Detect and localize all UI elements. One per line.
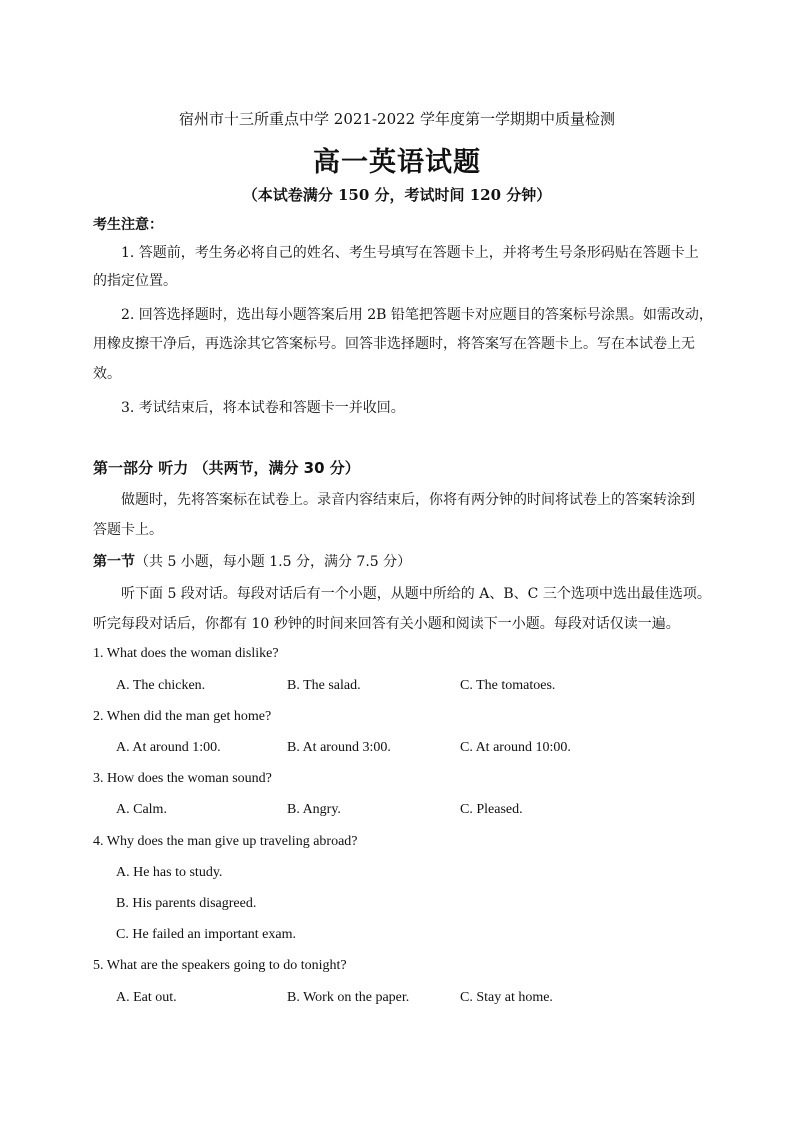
question-4-option-b: B. His parents disagreed. [116, 896, 257, 911]
section1-note: （共 5 小题，每小题 1.5 分，满分 7.5 分） [135, 554, 412, 570]
question-1-option-a: A. The chicken. [116, 678, 206, 693]
notice-heading: 考生注意： [93, 217, 163, 233]
question-4-stem: 4. Why does the man give up traveling abroad? [93, 834, 358, 849]
section1-label: 第一节 [93, 554, 135, 570]
page-title: 高一英语试题 [313, 147, 481, 178]
question-1-stem: 1. What does the woman dislike? [93, 646, 279, 661]
question-3-option-b: B. Angry. [287, 802, 341, 817]
section1-heading [93, 551, 411, 571]
part1-intro-line-2: 答题卡上。 [93, 522, 163, 538]
question-2-option-a: A. At around 1:00. [116, 740, 221, 755]
section1-directions-line-1: 听下面 5 段对话。每段对话后有一个小题，从题中所给的 A、B、C 三个选项中选出最佳选项。 [121, 586, 711, 602]
notice-item-2-line-3: 效。 [93, 366, 121, 382]
question-2-option-b: B. At around 3:00. [287, 740, 391, 755]
question-4-option-c: C. He failed an important exam. [116, 927, 296, 942]
notice-item-1-line-2: 的指定位置。 [93, 273, 177, 289]
exam-duration-note: （本试卷满分 150 分，考试时间 120 分钟） [242, 186, 552, 204]
section1-directions-line-2: 听完每段对话后，你都有 10 秒钟的时间来回答有关小题和阅读下一小题。每段对话仅读一遍。 [93, 616, 680, 632]
part1-heading: 第一部分 听力 （共两节，满分 30 分） [93, 459, 360, 477]
question-5-option-b: B. Work on the paper. [287, 990, 410, 1005]
question-1-option-b: B. The salad. [287, 678, 361, 693]
question-5-stem: 5. What are the speakers going to do tonight? [93, 958, 347, 973]
question-3-option-a: A. Calm. [116, 802, 167, 817]
question-1-option-c: C. The tomatoes. [460, 678, 556, 693]
notice-item-3: 3. 考试结束后，将本试卷和答题卡一并收回。 [121, 400, 405, 416]
question-4-option-a: A. He has to study. [116, 865, 223, 880]
question-3-option-c: C. Pleased. [460, 802, 523, 817]
question-3-stem: 3. How does the woman sound? [93, 771, 272, 786]
notice-item-2-line-2: 用橡皮擦干净后，再选涂其它答案标号。回答非选择题时，将答案写在答题卡上。写在本试卷上无 [93, 336, 695, 352]
school-exam-line: 宿州市十三所重点中学 2021-2022 学年度第一学期期中质量检测 [179, 110, 615, 128]
notice-item-2-line-1: 2. 回答选择题时，选出每小题答案后用 2B 铅笔把答题卡对应题目的答案标号涂黑。如需改动， [121, 307, 713, 323]
question-5-option-a: A. Eat out. [116, 990, 177, 1005]
notice-item-1-line-1: 1. 答题前，考生务必将自己的姓名、考生号填写在答题卡上，并将考生号条形码贴在答题卡上 [121, 245, 699, 261]
part1-intro-line-1: 做题时，先将答案标在试卷上。录音内容结束后，你将有两分钟的时间将试卷上的答案转涂到 [121, 492, 695, 508]
question-5-option-c: C. Stay at home. [460, 990, 553, 1005]
question-2-option-c: C. At around 10:00. [460, 740, 571, 755]
question-2-stem: 2. When did the man get home? [93, 709, 272, 724]
